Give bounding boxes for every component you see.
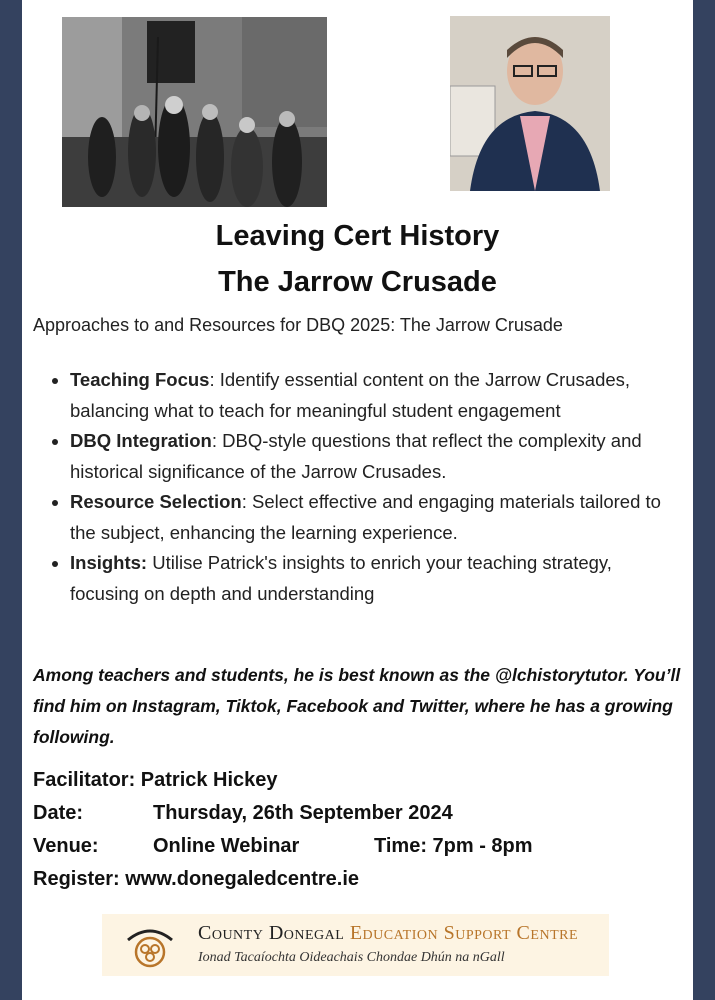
time-value: Time: 7pm - 8pm xyxy=(374,835,533,857)
bio-paragraph: Among teachers and students, he is best known as the @lchistorytutor. You’ll find him on Instagram, Tiktok, Facebook and Twitter, where he has a growing following. xyxy=(33,665,681,747)
flyer xyxy=(22,0,693,1000)
list-item-heading: DBQ Integration xyxy=(70,430,212,451)
historical-march-photo xyxy=(62,17,327,207)
logo-irish-name: Ionad Tacaíochta Oideachais Chondae Dhún na nGall xyxy=(198,950,505,965)
centre-logo xyxy=(102,914,609,976)
list-item-heading: Resource Selection xyxy=(70,491,242,512)
list-item xyxy=(70,426,680,487)
focus-list xyxy=(52,365,680,609)
venue-value: Online Webinar xyxy=(153,835,300,857)
list-item xyxy=(70,548,680,609)
list-item-text: : DBQ-style questions that reflect the complexity and historical significance of the Jarrow Crusades. xyxy=(70,430,642,482)
subtitle: Approaches to and Resources for DBQ 2025: The Jarrow Crusade xyxy=(33,315,563,335)
venue-label: Venue: xyxy=(33,835,99,857)
list-item xyxy=(70,365,680,426)
logo-name-county: County Donegal xyxy=(198,922,345,944)
date-value: Thursday, 26th September 2024 xyxy=(153,802,453,824)
facilitator-line: Facilitator: Patrick Hickey xyxy=(33,769,278,791)
list-item-text: : Select effective and engaging materials tailored to the subject, enhancing the learning experience. xyxy=(70,491,661,543)
centre-emblem-icon xyxy=(124,920,176,970)
date-label: Date: xyxy=(33,802,84,824)
list-item-text: Utilise Patrick's insights to enrich your teaching strategy, focusing on depth and understanding xyxy=(70,552,612,604)
list-item-heading: Insights: xyxy=(70,552,148,573)
page-title-line1: Leaving Cert History xyxy=(215,220,500,252)
list-item xyxy=(70,487,680,548)
page-title-line2: The Jarrow Crusade xyxy=(218,266,497,298)
list-item-heading: Teaching Focus xyxy=(70,369,210,390)
list-item-text: : Identify essential content on the Jarrow Crusades, balancing what to teach for meaningful student engagement xyxy=(70,369,631,421)
logo-name-centre: Education Support Centre xyxy=(349,922,579,944)
facilitator-portrait-photo xyxy=(450,16,610,191)
register-line[interactable]: Register: www.donegaledcentre.ie xyxy=(33,868,360,890)
